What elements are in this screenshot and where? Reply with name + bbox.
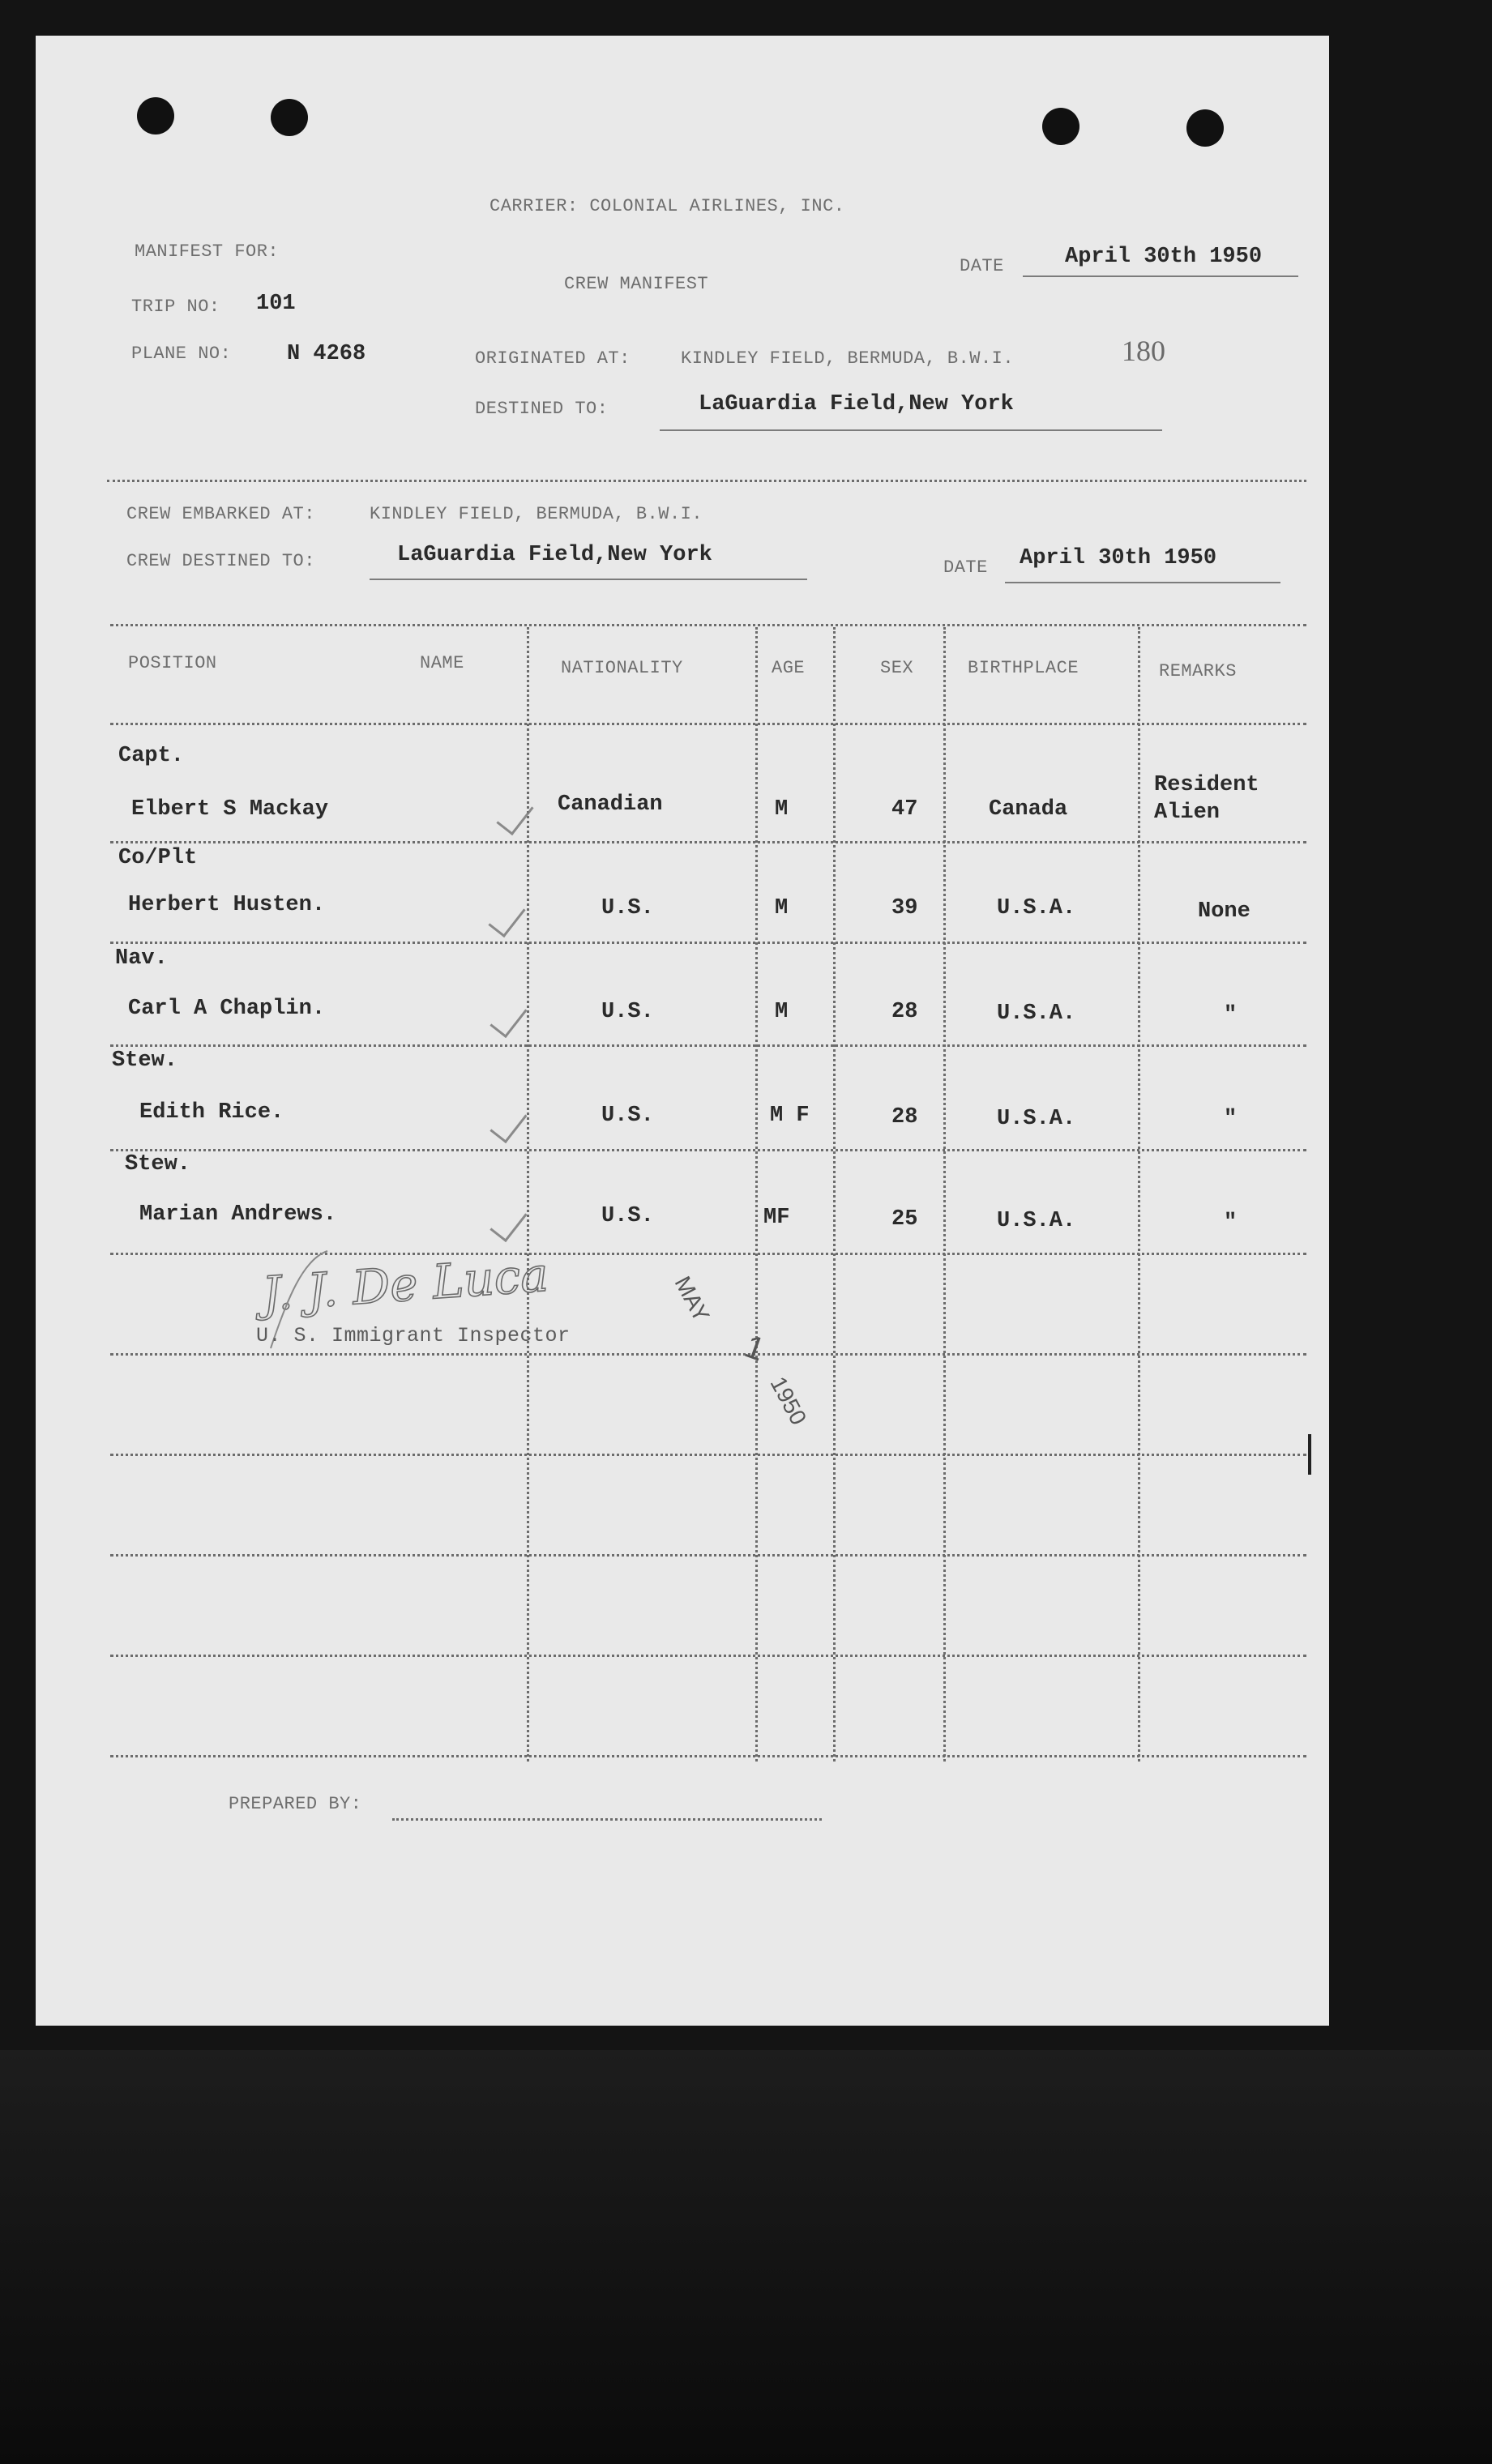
cell-remarks: " bbox=[1224, 1003, 1238, 1027]
row-rule bbox=[110, 1554, 1306, 1557]
destined-label: DESTINED TO: bbox=[475, 399, 609, 419]
punch-hole bbox=[1186, 109, 1224, 147]
row-rule bbox=[110, 1044, 1306, 1047]
date-value: April 30th 1950 bbox=[1065, 245, 1263, 269]
cell-sex: 39 bbox=[891, 896, 918, 920]
column-divider bbox=[833, 627, 836, 1762]
manifest-for-label: MANIFEST FOR: bbox=[135, 241, 280, 262]
trip-value: 101 bbox=[256, 292, 296, 316]
cell-position: Capt. bbox=[118, 744, 185, 768]
table-bottom-rule bbox=[110, 1755, 1306, 1757]
col-header-birthplace: BIRTHPLACE bbox=[968, 658, 1079, 678]
carrier-line: CARRIER: COLONIAL AIRLINES, INC. bbox=[489, 196, 845, 216]
check-mark bbox=[489, 1104, 527, 1143]
cell-remarks: " bbox=[1224, 1211, 1238, 1235]
cell-position: Nav. bbox=[115, 946, 168, 971]
page-number: 180 bbox=[1122, 335, 1165, 367]
col-header-age: AGE bbox=[772, 658, 806, 678]
scan-background bbox=[0, 2050, 1492, 2464]
cell-sex: 28 bbox=[891, 1000, 918, 1024]
cell-sex: 47 bbox=[891, 797, 918, 822]
crew-date-underline bbox=[1005, 582, 1280, 583]
stamp-month: MAY bbox=[669, 1272, 715, 1326]
cell-name: Marian Andrews. bbox=[139, 1202, 337, 1227]
plane-label: PLANE NO: bbox=[131, 344, 232, 364]
punch-hole bbox=[1042, 108, 1079, 145]
cell-age: M bbox=[775, 896, 789, 920]
cell-age: MF bbox=[763, 1206, 790, 1230]
cell-age: M bbox=[775, 797, 789, 822]
cell-nationality: U.S. bbox=[601, 1204, 654, 1228]
cell-nationality: U.S. bbox=[601, 896, 654, 920]
crew-date-label: DATE bbox=[943, 557, 988, 578]
cell-nationality: U.S. bbox=[601, 1104, 654, 1128]
destined-value: LaGuardia Field,New York bbox=[699, 392, 1014, 416]
cell-birthplace: U.S.A. bbox=[997, 896, 1076, 920]
check-mark bbox=[489, 998, 527, 1038]
punch-hole bbox=[137, 97, 174, 135]
cell-remarks: Resident Alien bbox=[1154, 773, 1259, 825]
cell-nationality: U.S. bbox=[601, 1000, 654, 1024]
punch-hole bbox=[271, 99, 308, 136]
header-divider bbox=[107, 480, 1306, 482]
cell-nationality: Canadian bbox=[558, 792, 663, 817]
stamp-year: 1950 bbox=[765, 1373, 812, 1429]
cell-name: Herbert Husten. bbox=[128, 893, 326, 917]
column-divider bbox=[755, 627, 758, 1762]
cell-birthplace: U.S.A. bbox=[997, 1001, 1076, 1026]
row-rule bbox=[110, 841, 1306, 843]
date-underline bbox=[1023, 275, 1298, 277]
cell-birthplace: U.S.A. bbox=[997, 1107, 1076, 1131]
cell-name: Edith Rice. bbox=[139, 1100, 284, 1125]
row-rule bbox=[110, 1149, 1306, 1151]
cell-position: Co/Plt bbox=[118, 846, 198, 870]
originated-value: KINDLEY FIELD, BERMUDA, B.W.I. bbox=[681, 348, 1015, 369]
crew-embarked-value: KINDLEY FIELD, BERMUDA, B.W.I. bbox=[370, 504, 703, 524]
check-mark bbox=[488, 898, 525, 937]
row-rule bbox=[110, 1454, 1306, 1456]
cell-birthplace: Canada bbox=[989, 797, 1068, 822]
crew-embarked-label: CREW EMBARKED AT: bbox=[126, 504, 315, 524]
cell-remarks: None bbox=[1198, 899, 1250, 924]
row-rule bbox=[110, 1655, 1306, 1657]
crew-destined-underline bbox=[370, 579, 807, 580]
date-label: DATE bbox=[960, 256, 1004, 276]
cell-birthplace: U.S.A. bbox=[997, 1209, 1076, 1233]
originated-label: ORIGINATED AT: bbox=[475, 348, 631, 369]
column-divider bbox=[527, 627, 529, 1762]
column-divider bbox=[943, 627, 946, 1762]
table-header-rule bbox=[110, 723, 1306, 725]
crew-date-value: April 30th 1950 bbox=[1020, 546, 1217, 570]
col-header-remarks: REMARKS bbox=[1159, 661, 1237, 681]
cell-age: M F bbox=[770, 1104, 810, 1128]
cell-name: Elbert S Mackay bbox=[131, 797, 329, 822]
trip-label: TRIP NO: bbox=[131, 297, 220, 317]
plane-value: N 4268 bbox=[287, 342, 366, 366]
col-header-nationality: NATIONALITY bbox=[561, 658, 683, 678]
crew-destined-value: LaGuardia Field,New York bbox=[397, 543, 712, 567]
cell-sex: 28 bbox=[891, 1105, 918, 1130]
cell-name: Carl A Chaplin. bbox=[128, 997, 326, 1021]
scan-artifact bbox=[1308, 1434, 1311, 1475]
row-rule bbox=[110, 942, 1306, 944]
col-header-position: POSITION bbox=[128, 653, 217, 673]
destined-underline bbox=[660, 429, 1162, 431]
cell-sex: 25 bbox=[891, 1207, 918, 1232]
table-top-rule bbox=[110, 624, 1306, 626]
cell-position: Stew. bbox=[125, 1152, 191, 1176]
crew-destined-label: CREW DESTINED TO: bbox=[126, 551, 315, 571]
inspector-title: U. S. Immigrant Inspector bbox=[256, 1324, 571, 1347]
cell-position: Stew. bbox=[112, 1048, 178, 1073]
page-title: CREW MANIFEST bbox=[564, 274, 709, 294]
signature-text: J. J. De Luca bbox=[260, 1246, 550, 1322]
prepared-by-line bbox=[392, 1818, 822, 1821]
prepared-by-label: PREPARED BY: bbox=[229, 1794, 362, 1814]
column-divider bbox=[1138, 627, 1140, 1762]
col-header-name: NAME bbox=[420, 653, 464, 673]
col-header-sex: SEX bbox=[880, 658, 914, 678]
manifest-page bbox=[36, 36, 1329, 2026]
stamp-day: 1 bbox=[740, 1328, 770, 1369]
cell-remarks: " bbox=[1224, 1107, 1238, 1131]
cell-age: M bbox=[775, 1000, 789, 1024]
